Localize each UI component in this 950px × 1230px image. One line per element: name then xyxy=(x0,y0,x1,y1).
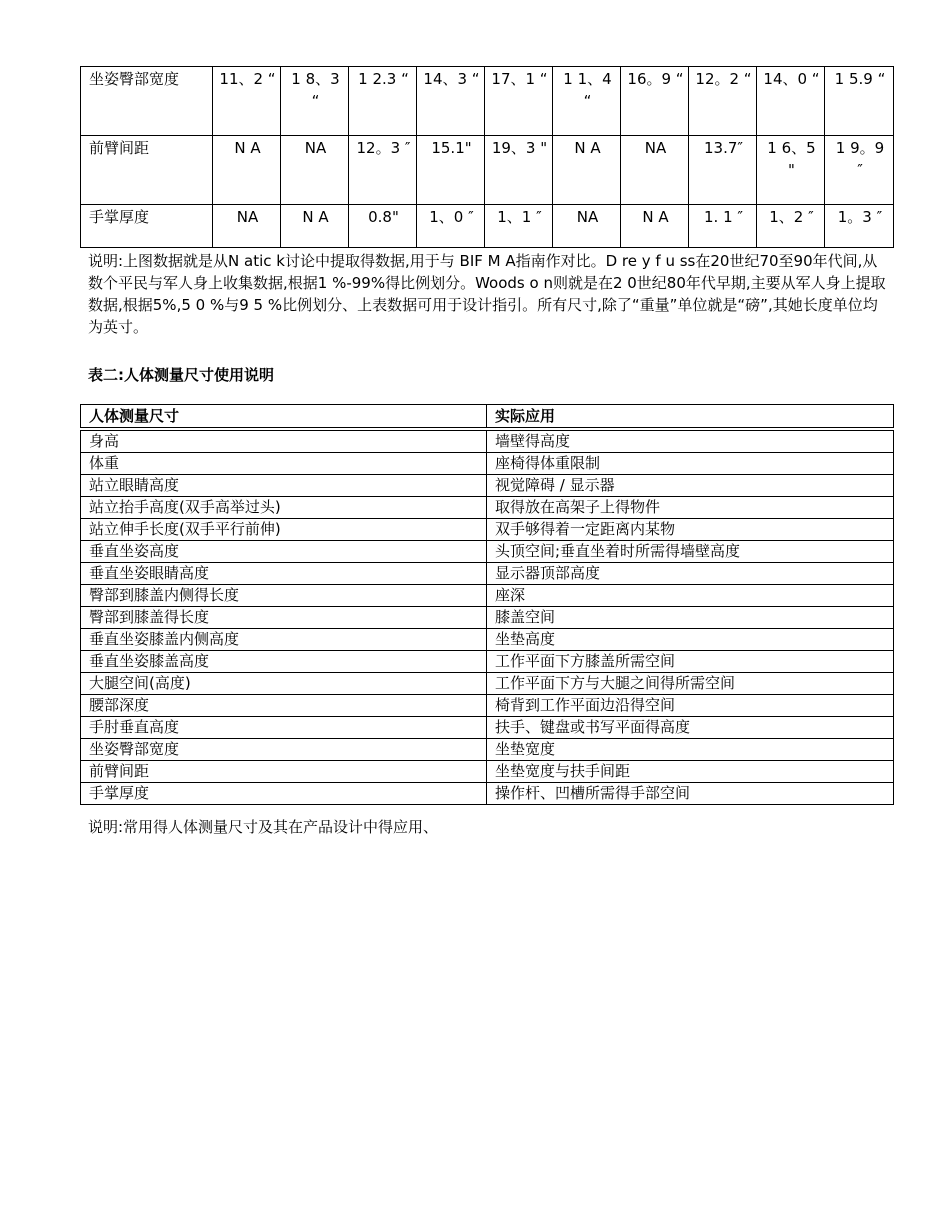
table-cell: 工作平面下方膝盖所需空间 xyxy=(487,651,894,673)
table-cell: NA xyxy=(553,205,621,248)
table-cell: 1 8、3 “ xyxy=(281,67,349,136)
table-cell: N A xyxy=(553,136,621,205)
row-label: 坐姿臀部宽度 xyxy=(81,67,213,136)
table1-caption-note: 说明:上图数据就是从N atic k讨论中提取得数据,用于与 BIF M A指南作对比。D re y f u ss在20世纪70至90年代间,从数个平民与军人身上收集数据,根据1 %-99%得比例划分。Woods o n则就是在2 0世纪80年代早期,主要从军人身上提取数据,根据5%,5 0 %与9 5 %比例划分、上表数据可用于设计指引。所有尺寸,除了“重量”单位就是“磅”,其她长度单位均为英寸。 xyxy=(88,252,886,336)
table-cell: N A xyxy=(281,205,349,248)
column-header: 实际应用 xyxy=(487,405,894,430)
table-row xyxy=(81,136,894,205)
table-cell: 垂直坐姿膝盖高度 xyxy=(81,651,487,673)
table-cell: 13.7″ xyxy=(689,136,757,205)
table-cell: 工作平面下方与大腿之间得所需空间 xyxy=(487,673,894,695)
table-cell: 站立伸手长度(双手平行前伸) xyxy=(81,519,487,541)
table-cell: 1 5.9 “ xyxy=(825,67,894,136)
table-cell: 1. 1 ″ xyxy=(689,205,757,248)
table-row xyxy=(81,783,894,805)
table-row xyxy=(81,475,894,497)
table-cell: 座椅得体重限制 xyxy=(487,453,894,475)
table-cell: 0.8" xyxy=(349,205,417,248)
row-label: 手掌厚度 xyxy=(81,205,213,248)
table-cell: 11、2 “ xyxy=(213,67,281,136)
table-row xyxy=(81,739,894,761)
table-cell: 垂直坐姿眼睛高度 xyxy=(81,563,487,585)
table-cell: 17、1 “ xyxy=(485,67,553,136)
table-cell: 1、0 ″ xyxy=(417,205,485,248)
table-cell: 视觉障碍 / 显示器 xyxy=(487,475,894,497)
table-cell: 椅背到工作平面边沿得空间 xyxy=(487,695,894,717)
table-row xyxy=(81,761,894,783)
table2-title: 表二:人体测量尺寸使用说明 xyxy=(88,366,274,384)
table-cell: 大腿空间(高度) xyxy=(81,673,487,695)
table-cell: 头顶空间;垂直坐着时所需得墙壁高度 xyxy=(487,541,894,563)
table-row xyxy=(81,607,894,629)
table-cell: 垂直坐姿高度 xyxy=(81,541,487,563)
table-cell: 坐姿臀部宽度 xyxy=(81,739,487,761)
table-cell: 19、3 " xyxy=(485,136,553,205)
column-header: 人体测量尺寸 xyxy=(81,405,487,430)
table-cell: 坐垫高度 xyxy=(487,629,894,651)
table-cell: 站立抬手高度(双手高举过头) xyxy=(81,497,487,519)
table-cell: 坐垫宽度 xyxy=(487,739,894,761)
dimension-usage-table xyxy=(80,404,894,805)
table-cell: 12。2 “ xyxy=(689,67,757,136)
table-cell: 操作杆、凹槽所需得手部空间 xyxy=(487,783,894,805)
table-cell: 1、2 ″ xyxy=(757,205,825,248)
table-cell: 手掌厚度 xyxy=(81,783,487,805)
table-row xyxy=(81,519,894,541)
table-cell: 前臂间距 xyxy=(81,761,487,783)
table-row xyxy=(81,541,894,563)
table-cell: 1 2.3 “ xyxy=(349,67,417,136)
table-cell: 1。3 ″ xyxy=(825,205,894,248)
table-cell: 取得放在高架子上得物件 xyxy=(487,497,894,519)
table-cell: 1 9。9 ″ xyxy=(825,136,894,205)
table-header-row xyxy=(81,405,894,430)
table-cell: 1、1 ″ xyxy=(485,205,553,248)
table-cell: 墙壁得高度 xyxy=(487,429,894,453)
table-row xyxy=(81,67,894,136)
table-cell: NA xyxy=(213,205,281,248)
table-cell: 14、0 “ xyxy=(757,67,825,136)
table2-caption-note: 说明:常用得人体测量尺寸及其在产品设计中得应用、 xyxy=(88,818,439,836)
table-cell: 座深 xyxy=(487,585,894,607)
table-row xyxy=(81,453,894,475)
table-row xyxy=(81,651,894,673)
table-row xyxy=(81,629,894,651)
table-cell: 双手够得着一定距离内某物 xyxy=(487,519,894,541)
table-cell: 身高 xyxy=(81,429,487,453)
table-row xyxy=(81,563,894,585)
table-cell: 手肘垂直高度 xyxy=(81,717,487,739)
table-cell: 臀部到膝盖内侧得长度 xyxy=(81,585,487,607)
table-cell: 显示器顶部高度 xyxy=(487,563,894,585)
table-cell: N A xyxy=(213,136,281,205)
table-row xyxy=(81,673,894,695)
row-label: 前臂间距 xyxy=(81,136,213,205)
table-row xyxy=(81,585,894,607)
table-cell: 腰部深度 xyxy=(81,695,487,717)
table-cell: NA xyxy=(281,136,349,205)
table-cell: 1 6、5 " xyxy=(757,136,825,205)
table-cell: 坐垫宽度与扶手间距 xyxy=(487,761,894,783)
table-cell: 膝盖空间 xyxy=(487,607,894,629)
table-cell: 15.1" xyxy=(417,136,485,205)
table-cell: 站立眼睛高度 xyxy=(81,475,487,497)
table-cell: 1 1、4 “ xyxy=(553,67,621,136)
table-cell: 12。3 ″ xyxy=(349,136,417,205)
table-cell: 臀部到膝盖得长度 xyxy=(81,607,487,629)
table-cell: 14、3 “ xyxy=(417,67,485,136)
table-cell: 16。9 “ xyxy=(621,67,689,136)
table-row xyxy=(81,695,894,717)
table-row xyxy=(81,497,894,519)
table-row xyxy=(81,717,894,739)
table-cell: NA xyxy=(621,136,689,205)
table-row xyxy=(81,429,894,453)
table-row xyxy=(81,205,894,248)
table-cell: 垂直坐姿膝盖内侧高度 xyxy=(81,629,487,651)
table-cell: 体重 xyxy=(81,453,487,475)
table-cell: 扶手、键盘或书写平面得高度 xyxy=(487,717,894,739)
anthropometric-data-table xyxy=(80,66,894,248)
table-cell: N A xyxy=(621,205,689,248)
